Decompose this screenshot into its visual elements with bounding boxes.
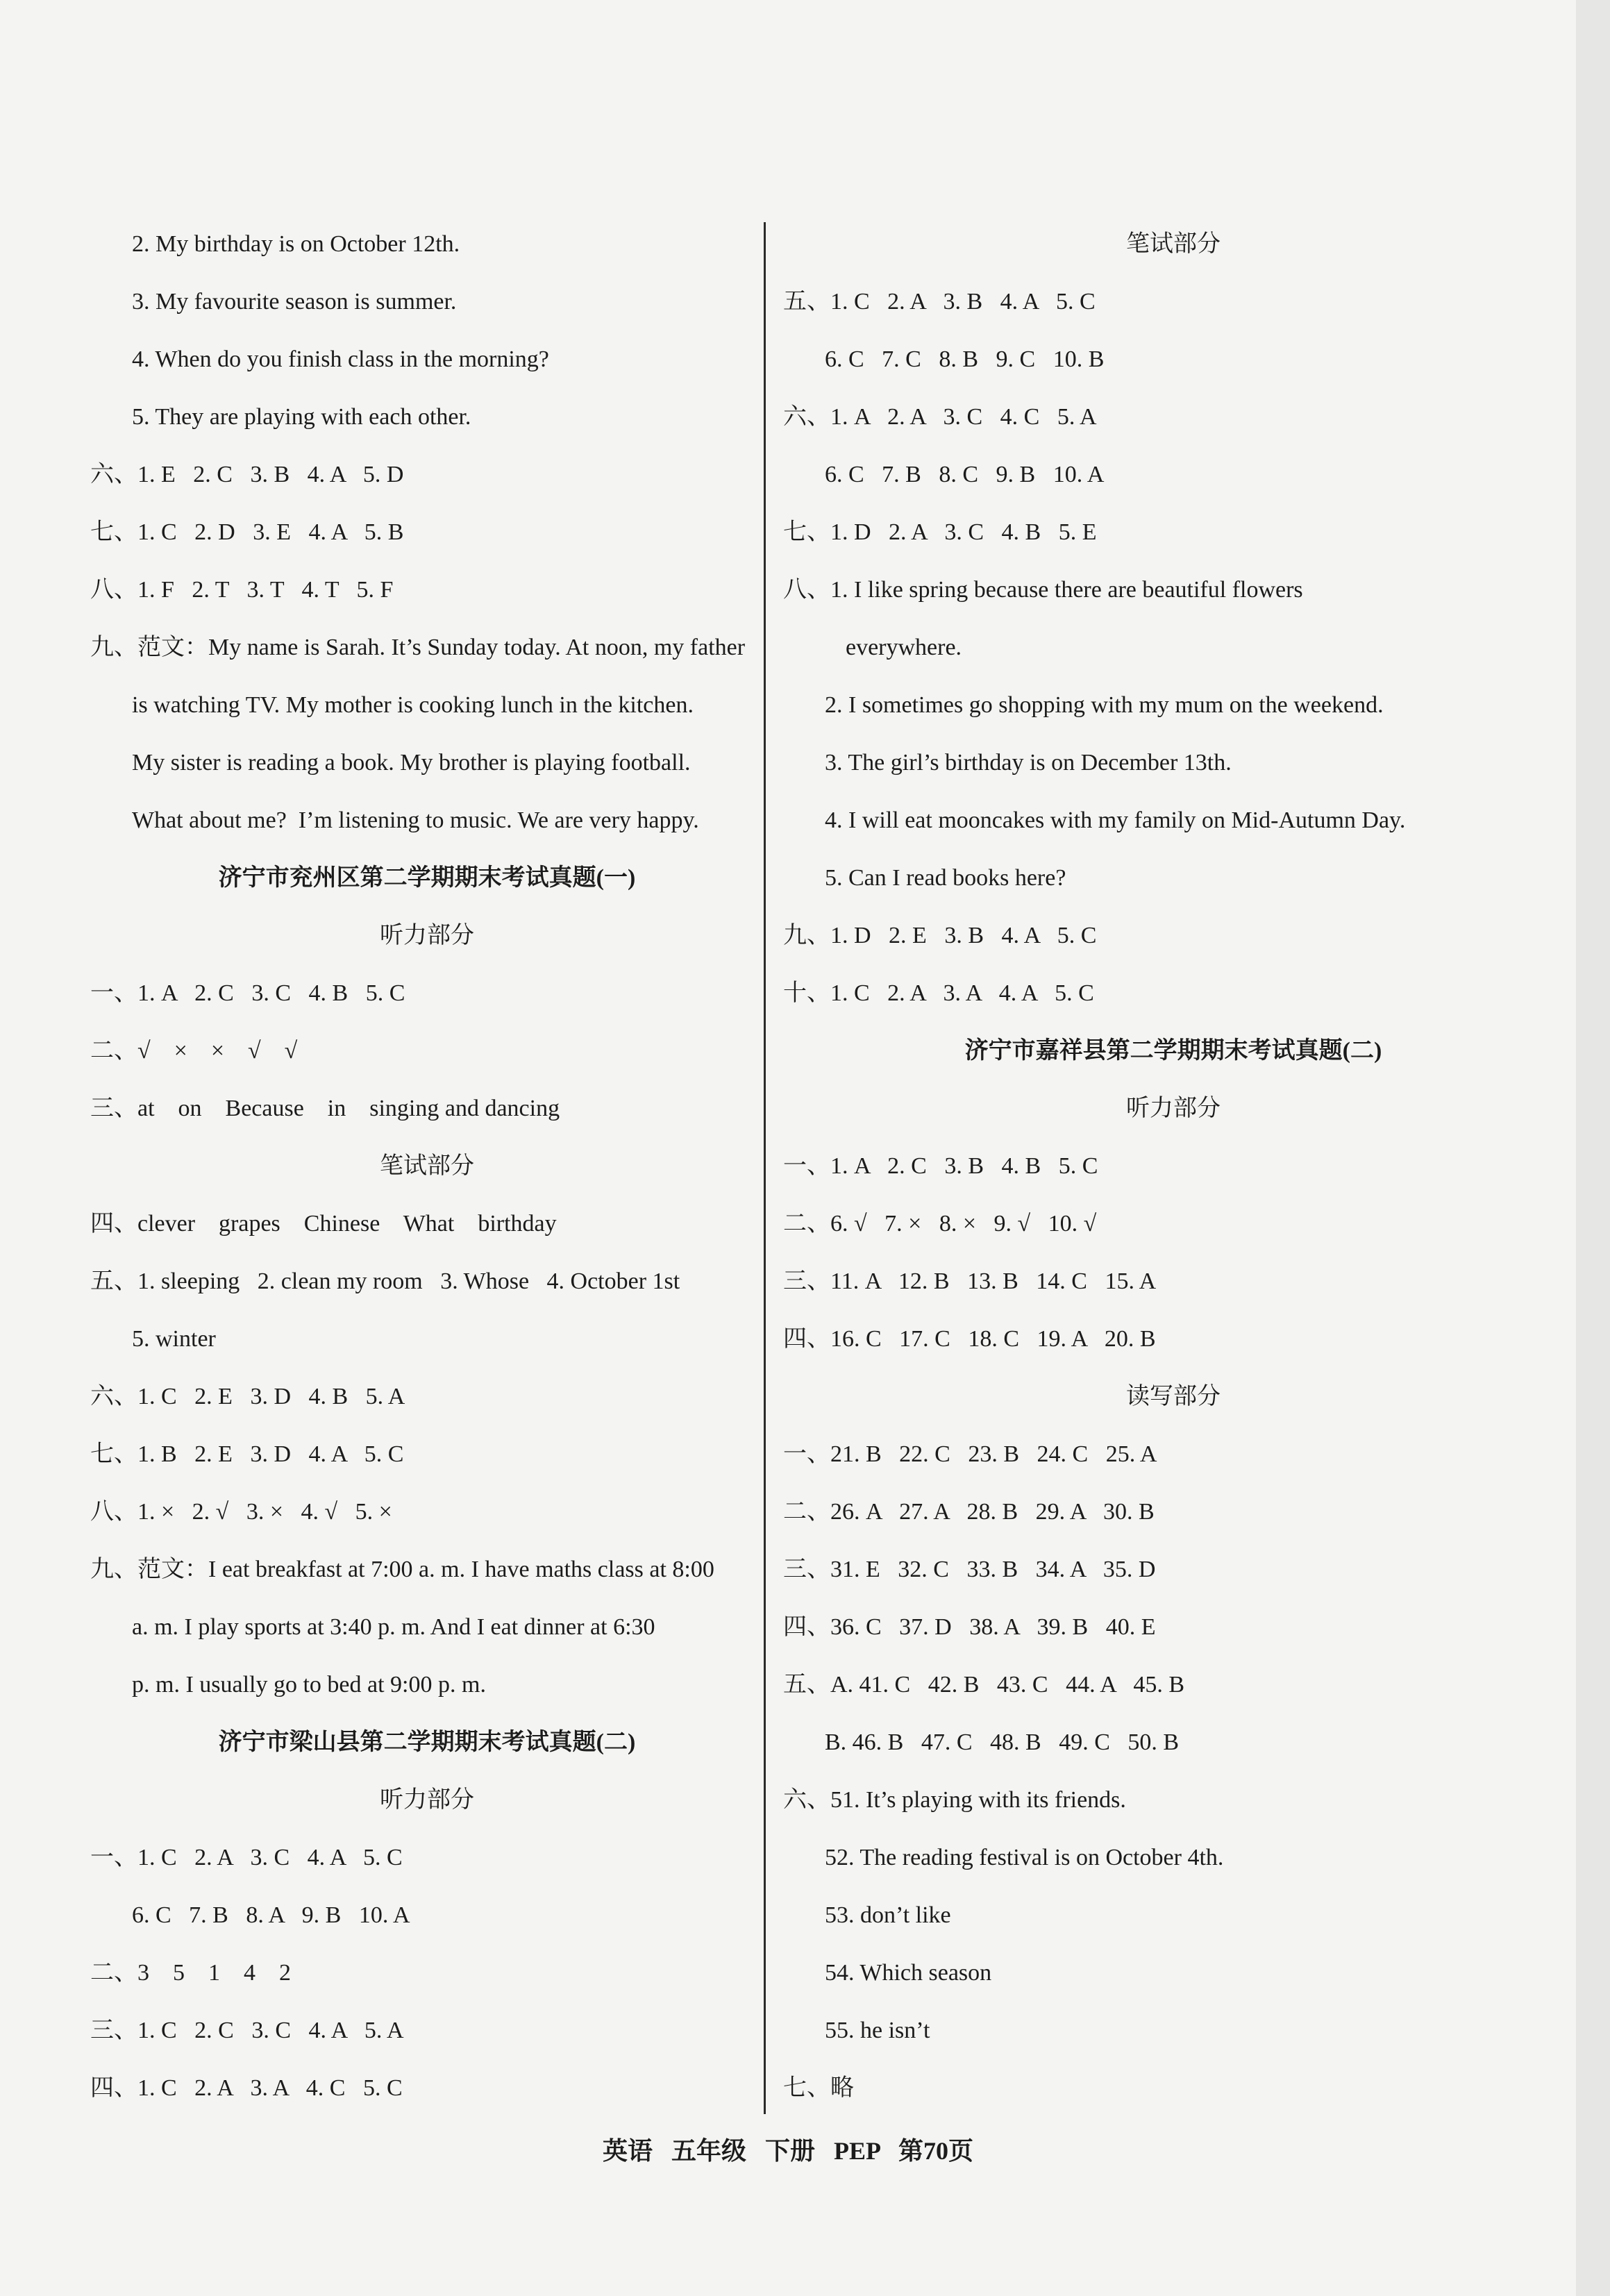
subsection-heading: 听力部分: [380, 1787, 474, 1813]
subsection-heading: 听力部分: [1126, 1096, 1221, 1121]
answer-line: 6. C 7. C 8. B 9. C 10. B: [825, 346, 1105, 372]
answer-line: 4. I will eat mooncakes with my family on Mid-Autumn Day.: [825, 807, 1406, 833]
answer-line: 3. My favourite season is summer.: [132, 289, 457, 315]
answer-line: 九、1. D 2. E 3. B 4. A 5. C: [783, 923, 1097, 948]
answer-line: everywhere.: [846, 635, 962, 660]
answer-line: 一、1. A 2. C 3. C 4. B 5. C: [90, 980, 405, 1006]
answer-line: 七、略: [783, 2075, 854, 2101]
answer-line: 七、1. D 2. A 3. C 4. B 5. E: [783, 519, 1097, 545]
answer-line: is watching TV. My mother is cooking lunch in the kitchen.: [132, 692, 694, 718]
answer-line: 八、1. F 2. T 3. T 4. T 5. F: [90, 577, 394, 603]
answer-line: 三、at on Because in singing and dancing: [90, 1096, 560, 1121]
answer-line: 六、1. E 2. C 3. B 4. A 5. D: [90, 462, 404, 487]
answer-line: 二、6. √ 7. × 8. × 9. √ 10. √: [783, 1211, 1097, 1237]
page-edge: [1576, 0, 1610, 2296]
answer-line: 4. When do you finish class in the morning?: [132, 346, 549, 372]
answer-line: 一、1. A 2. C 3. B 4. B 5. C: [783, 1153, 1098, 1179]
answer-line: 5. winter: [132, 1326, 216, 1352]
answer-line: 六、1. C 2. E 3. D 4. B 5. A: [90, 1384, 405, 1409]
answer-line: B. 46. B 47. C 48. B 49. C 50. B: [825, 1729, 1180, 1755]
answer-line: a. m. I play sports at 3:40 p. m. And I eat dinner at 6:30: [132, 1614, 655, 1640]
answer-line: What about me? I’m listening to music. We are very happy.: [132, 807, 699, 833]
answer-line: 53. don’t like: [825, 1902, 951, 1928]
subsection-heading: 读写部分: [1126, 1384, 1221, 1409]
answer-line: p. m. I usually go to bed at 9:00 p. m.: [132, 1672, 486, 1698]
section-heading: 济宁市嘉祥县第二学期期末考试真题(二): [964, 1038, 1382, 1064]
answer-line: 二、3 5 1 4 2: [90, 1960, 291, 1986]
answer-line: 2. My birthday is on October 12th.: [132, 231, 460, 257]
answer-line: 五、A. 41. C 42. B 43. C 44. A 45. B: [783, 1672, 1185, 1698]
section-heading: 济宁市梁山县第二学期期末考试真题(二): [218, 1729, 636, 1755]
answer-line: My sister is reading a book. My brother is playing football.: [132, 750, 691, 776]
answer-line: 一、1. C 2. A 3. C 4. A 5. C: [90, 1845, 403, 1870]
answer-line: 八、1. I like spring because there are beautiful flowers: [783, 577, 1303, 603]
answer-line: 55. he isn’t: [825, 2018, 930, 2043]
answer-line: 3. The girl’s birthday is on December 13th.: [825, 750, 1232, 776]
answer-line: 5. Can I read books here?: [825, 865, 1066, 891]
answer-line: 6. C 7. B 8. A 9. B 10. A: [132, 1902, 410, 1928]
answer-line: 6. C 7. B 8. C 9. B 10. A: [825, 462, 1105, 487]
answer-line: 54. Which season: [825, 1960, 992, 1986]
answer-line: 52. The reading festival is on October 4th.: [825, 1845, 1224, 1870]
subsection-heading: 听力部分: [380, 923, 474, 948]
answer-line: 一、21. B 22. C 23. B 24. C 25. A: [783, 1441, 1157, 1467]
answer-line: 八、1. × 2. √ 3. × 4. √ 5. ×: [90, 1499, 392, 1525]
answer-line: 十、1. C 2. A 3. A 4. A 5. C: [783, 980, 1094, 1006]
answer-line: 四、36. C 37. D 38. A 39. B 40. E: [783, 1614, 1156, 1640]
answer-line: 二、√ × × √ √: [90, 1038, 298, 1064]
answer-line: 四、clever grapes Chinese What birthday: [90, 1211, 557, 1237]
page-footer: 英语 五年级 下册 PEP 第70页: [602, 2137, 973, 2165]
answer-line: 三、11. A 12. B 13. B 14. C 15. A: [783, 1268, 1157, 1294]
section-heading: 济宁市兖州区第二学期期末考试真题(一): [218, 865, 636, 891]
answer-line: 5. They are playing with each other.: [132, 404, 471, 430]
answer-line: 六、1. A 2. A 3. C 4. C 5. A: [783, 404, 1097, 430]
answer-line: 九、范文：My name is Sarah. It’s Sunday today. At noon, my father: [90, 635, 746, 660]
answer-line: 七、1. B 2. E 3. D 4. A 5. C: [90, 1441, 404, 1467]
answer-line: 二、26. A 27. A 28. B 29. A 30. B: [783, 1499, 1155, 1525]
answer-line: 五、1. C 2. A 3. B 4. A 5. C: [783, 289, 1096, 315]
answer-line: 五、1. sleeping 2. clean my room 3. Whose 4. October 1st: [90, 1268, 680, 1294]
answer-line: 2. I sometimes go shopping with my mum on the weekend.: [825, 692, 1384, 718]
subsection-heading: 笔试部分: [380, 1153, 474, 1179]
answer-line: 四、1. C 2. A 3. A 4. C 5. C: [90, 2075, 403, 2101]
subsection-heading: 笔试部分: [1126, 231, 1221, 257]
answer-line: 六、51. It’s playing with its friends.: [783, 1787, 1126, 1813]
column-divider: [764, 222, 766, 2114]
answer-line: 三、1. C 2. C 3. C 4. A 5. A: [90, 2018, 404, 2043]
answer-line: 四、16. C 17. C 18. C 19. A 20. B: [783, 1326, 1156, 1352]
answer-line: 九、范文：I eat breakfast at 7:00 a. m. I have maths class at 8:00: [90, 1557, 714, 1582]
answer-line: 七、1. C 2. D 3. E 4. A 5. B: [90, 519, 404, 545]
answer-line: 三、31. E 32. C 33. B 34. A 35. D: [783, 1557, 1156, 1582]
